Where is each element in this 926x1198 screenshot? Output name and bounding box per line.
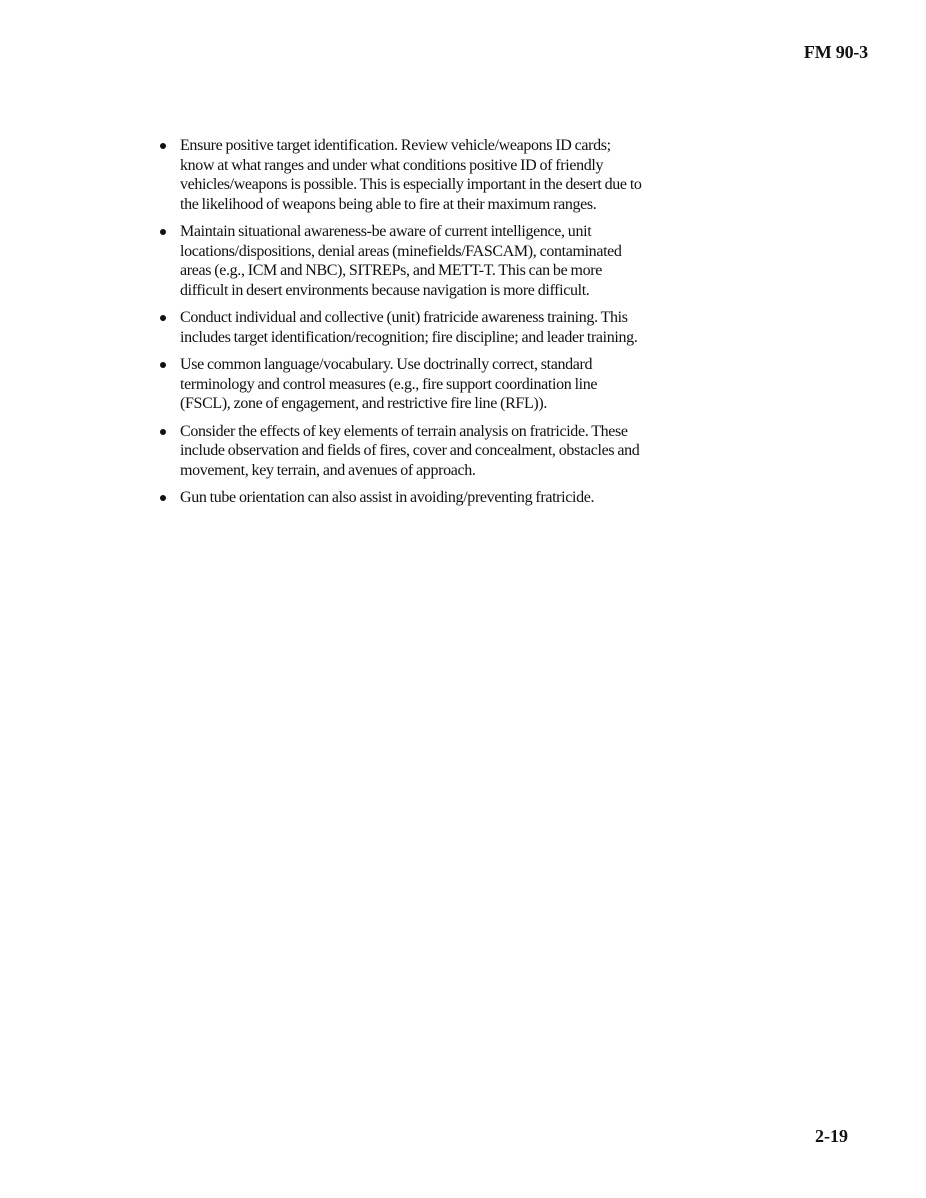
bullet-icon [160,362,166,368]
bullet-text: Use common language/vocabulary. Use doctrinally correct, standard terminology and control measures (e.g., fire support coordination line (FSCL), zone of engagement, and restrictive fire line (RFL)). [180,356,598,412]
bullet-item-situational-awareness [146,222,646,300]
bullet-text: Gun tube orientation can also assist in avoiding/preventing fratricide. [180,489,595,506]
bullet-text: Ensure positive target identification. Review vehicle/weapons ID cards; know at what ranges and under what conditions positive ID of friendly vehicles/weapons is possible. This is especially important in the desert due to the likelihood of weapons being able to fire at their maximum ranges. [180,137,642,213]
bullet-icon [160,429,166,435]
bullet-item-gun-tube-orientation [146,488,646,508]
bullet-icon [160,495,166,501]
document-id-header: FM 90-3 [803,42,868,62]
bullet-icon [160,315,166,321]
bullet-icon [160,143,166,149]
page-number: 2-19 [815,1126,848,1146]
bullet-text: Consider the effects of key elements of terrain analysis on fratricide. These include observation and fields of fires, cover and concealment, obstacles and movement, key terrain, and avenues of approach. [180,422,640,479]
bullet-item-target-identification [146,136,646,214]
bullet-text: Maintain situational awareness-be aware of current intelligence, unit locations/dispositions, denial areas (minefields/FASCAM), contaminated areas (e.g., ICM and NBC), SITREPs, and METT-T. This can be more difficult in desert environments because navigation is more difficult. [180,223,622,299]
bullet-icon [160,229,166,235]
bullet-list [146,136,646,516]
bullet-item-terrain-analysis [146,422,646,481]
bullet-item-common-language [146,355,646,414]
bullet-text: Conduct individual and collective (unit) fratricide awareness training. This includes target identification/recognition; fire discipline; and leader training. [180,309,638,346]
bullet-item-awareness-training [146,308,646,347]
